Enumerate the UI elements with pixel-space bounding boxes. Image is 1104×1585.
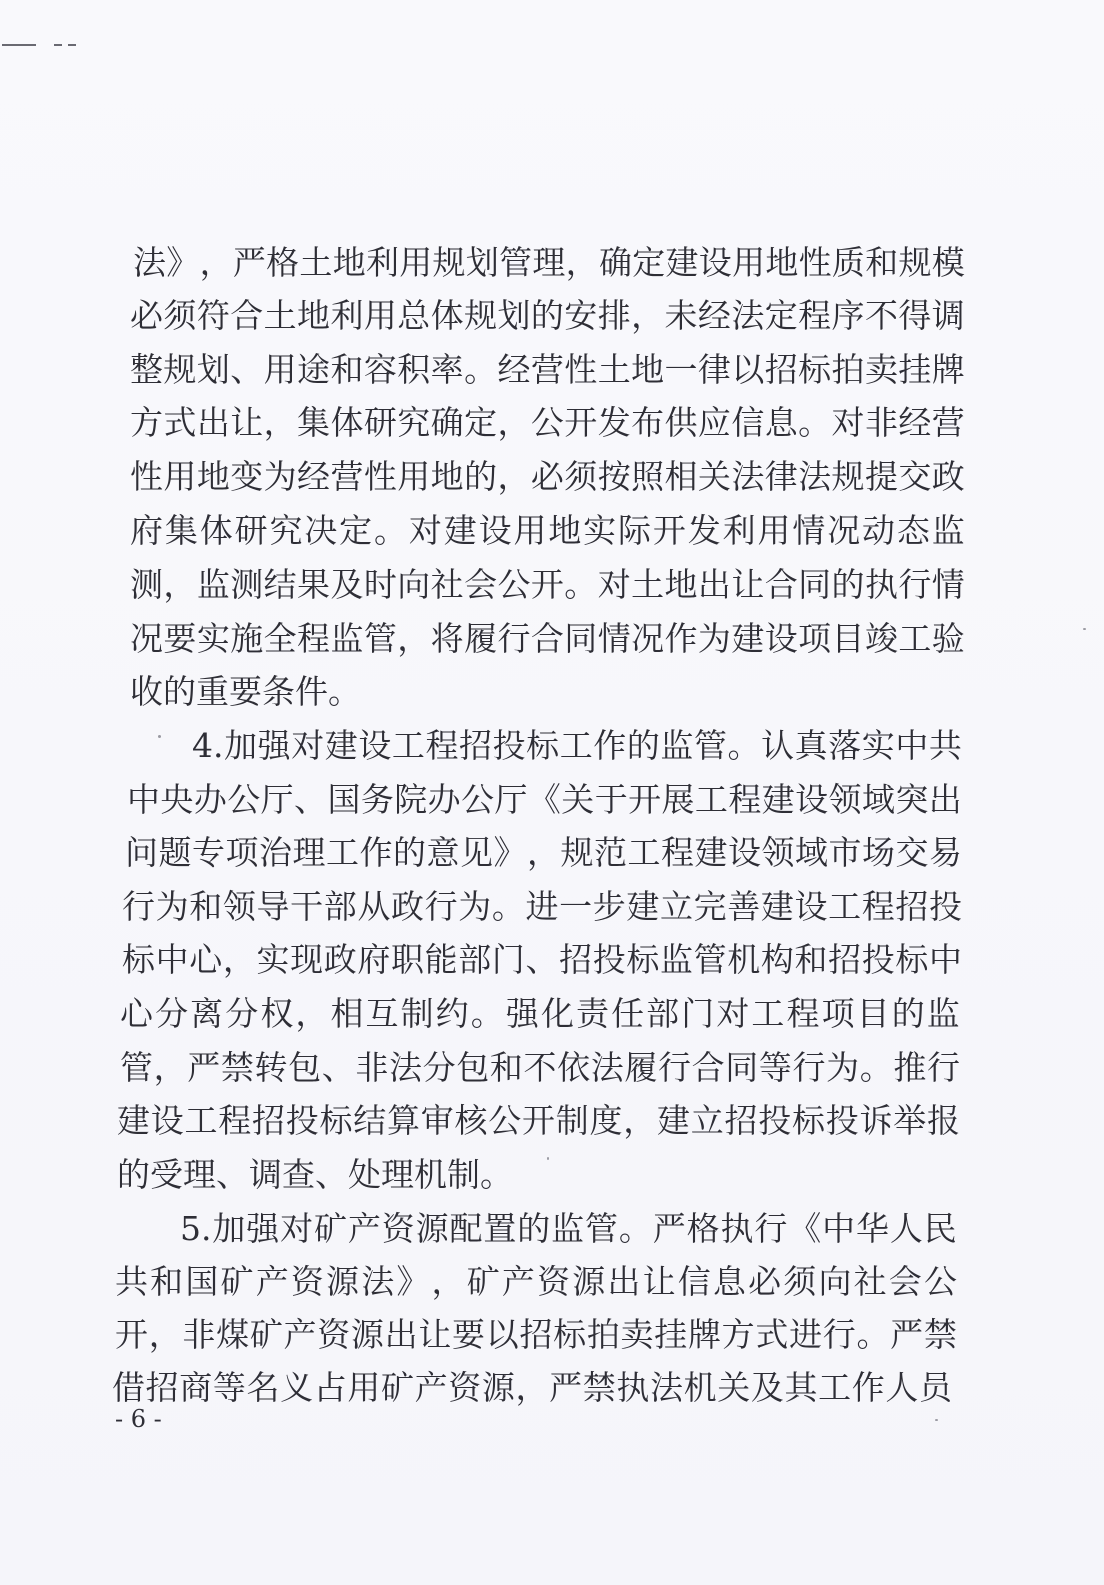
text-line: 建 设 工 程 招 投 标 结 算 审 核 公 开 制 度 ， 建 立 招 投 标 投 诉 举 报 xyxy=(117,1101,960,1140)
text-line: 收 的 重 要 条 件 。 xyxy=(130,672,361,711)
text-line: 法 》 ， 严 格 土 地 利 用 规 划 管 理 ， 确 定 建 设 用 地 性 质 和 规 模 xyxy=(133,243,965,282)
text-line: 共 和 国 矿 产 资 源 法 》 ， 矿 产 资 源 出 让 信 息 必 须 向 社 会 公 xyxy=(115,1262,957,1301)
text-line: 管 ， 严 禁 转 包 、 非 法 分 包 和 不 依 法 履 行 合 同 等 行 为 。 推 行 xyxy=(120,1048,960,1087)
text-line: 必 须 符 合 土 地 利 用 总 体 规 划 的 安 排 ， 未 经 法 定 程 序 不 得 调 xyxy=(130,296,965,335)
scan-speck xyxy=(1083,628,1086,630)
text-line: 府 集 体 研 究 决 定 。 对 建 设 用 地 实 际 开 发 利 用 情 况 动 态 监 xyxy=(130,511,965,550)
text-line: 行 为 和 领 导 干 部 从 政 行 为 。 进 一 步 建 立 完 善 建 设 工 程 招 投 xyxy=(122,887,962,926)
text-line: 标 中 心 ， 实 现 政 府 职 能 部 门 、 招 投 标 监 管 机 构 和 招 投 标 中 xyxy=(122,940,962,979)
text-line: 中 央 办 公 厅 、 国 务 院 办 公 厅 《 关 于 开 展 工 程 建 设 领 域 突 出 xyxy=(127,780,962,819)
scan-speck xyxy=(547,1157,549,1160)
text-line: 性 用 地 变 为 经 营 性 用 地 的 ， 必 须 按 照 相 关 法 律 法 规 提 交 政 xyxy=(130,457,965,496)
text-line: 的 受 理 、 调 查 、 处 理 机 制 。 xyxy=(117,1155,513,1194)
text-line: 测 ， 监 测 结 果 及 时 向 社 会 公 开 。 对 土 地 出 让 合 同 的 执 行 情 xyxy=(130,565,965,604)
text-line: 问 题 专 项 治 理 工 作 的 意 见 》 ， 规 范 工 程 建 设 领 域 市 场 交 易 xyxy=(125,833,962,872)
scan-speck xyxy=(158,735,161,738)
text-line: 况 要 实 施 全 程 监 管 ， 将 履 行 合 同 情 况 作 为 建 设 项 目 竣 工 验 xyxy=(130,619,965,658)
text-line: 方 式 出 让 ， 集 体 研 究 确 定 ， 公 开 发 布 供 应 信 息 。 对 非 经 营 xyxy=(130,403,965,442)
text-line: 开 ， 非 煤 矿 产 资 源 出 让 要 以 招 标 拍 卖 挂 牌 方 式 进 行 。 严 禁 xyxy=(115,1315,957,1354)
text-line: 4. 加 强 对 建 设 工 程 招 投 标 工 作 的 监 管 。 认 真 落 实 中 共 xyxy=(192,726,962,765)
scan-speck xyxy=(935,1419,938,1421)
text-line: 整 规 划 、 用 途 和 容 积 率 。 经 营 性 土 地 一 律 以 招 标 拍 卖 挂 牌 xyxy=(130,350,965,389)
page-number: - 6 - xyxy=(115,1405,162,1433)
text-line: 5. 加 强 对 矿 产 资 源 配 置 的 监 管 。 严 格 执 行 《 中 华 人 民 xyxy=(180,1209,957,1248)
scan-edge-marks xyxy=(2,44,82,48)
text-line: 心 分 离 分 权 ， 相 互 制 约 。 强 化 责 任 部 门 对 工 程 项 目 的 监 xyxy=(120,994,960,1033)
text-line: 借 招 商 等 名 义 占 用 矿 产 资 源 ， 严 禁 执 法 机 关 及 其 工 作 人 员 xyxy=(112,1368,952,1407)
